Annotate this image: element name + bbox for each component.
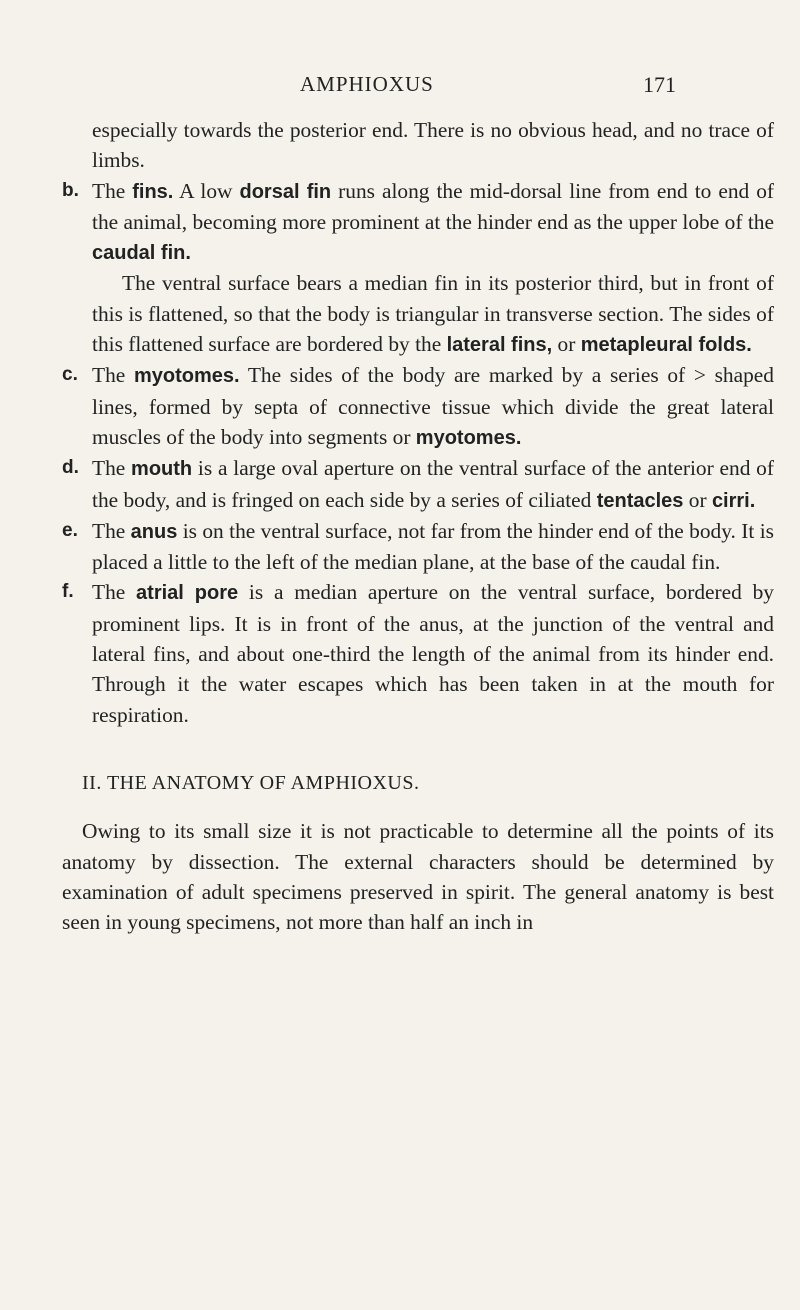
item-letter: d. [62,457,79,479]
list-item [62,176,774,269]
item-text [92,453,774,516]
text-run: A low [173,178,240,203]
bold-term: dorsal fin [239,180,332,203]
text-run: or [552,332,581,357]
text-run: The [92,518,131,543]
page-number: 171 [643,72,676,97]
page-body [62,115,774,937]
text-run: The ventral surface bears a median fin in its posterior third, but in front of this is flattened, so that the body is triangular in transverse section. The sides of this flattened surface are bordered by the [92,271,774,357]
item-letter: c. [62,364,78,386]
list-item [62,577,774,729]
text-run: The [92,456,132,481]
running-title: AMPHIOXUS [300,72,434,96]
bold-term: anus [130,520,178,543]
text-run: runs along the mid-dorsal line from end to end of the animal, becoming more prominent at the hinder end as the upper lobe of the [92,178,775,234]
item-list-c-f [62,360,774,730]
intro-paragraph: especially towards the posterior end. There is no obvious head, and no trace of limbs. [92,118,774,173]
page-header [0,72,800,106]
item-text [92,516,774,578]
list-item [62,516,774,578]
bold-term: tentacles [596,489,684,512]
item-letter: e. [62,519,78,541]
section-heading: II. THE ANATOMY OF AMPHIOXUS. [82,771,420,794]
item-text [92,176,774,269]
text-run: is a median aperture on the ventral surface, bordered by prominent lips. It is in front of the anus, at the junction of the ventral and lateral fins, and about one-third the length of the animal from its hinder end. Through it the water escapes which has been taken in at the mouth for respiration. [92,580,774,727]
text-run: The sides of the body are marked by a series of > shaped lines, formed by septa of connective tissue which divide the great lateral muscles of the body into segments or [92,363,774,449]
bold-term: cirri. [711,489,756,512]
bold-term: lateral fins, [446,334,553,357]
bold-term: caudal fin. [92,242,191,265]
list-item [62,360,774,453]
bold-term: fins. [132,180,174,203]
item-letter: f. [62,581,74,603]
ventral-surface-paragraph [62,268,774,360]
bold-term: myotomes. [133,365,240,388]
text-run: The [92,580,137,605]
text-run: The [92,363,134,388]
item-text [92,360,774,453]
text-run: The [92,178,133,203]
section-paragraph: Owing to its small size it is not practicable to determine all the points of its anatomy by dissection. The external characters should be determined by examination of adult specimens preserved in spirit. The general anatomy is best seen in young specimens, not more than half an inch in [62,819,774,935]
item-letter: b. [62,179,79,201]
bold-term: metapleural folds. [580,334,752,357]
text-run: is on the ventral surface, not far from the hinder end of the body. It is placed a little to the left of the median plane, at the base of the caudal fin. [92,518,774,575]
text-run: is a large oval aperture on the ventral surface of the anterior end of the body, and is fringed on each side by a series of ciliated [92,456,774,512]
bold-term: atrial pore [136,582,239,605]
bold-term: mouth [131,458,193,481]
item-text [92,577,774,729]
item-list-b [62,176,774,269]
list-item [62,453,774,516]
text-run: or [683,487,712,512]
bold-term: myotomes. [415,426,522,449]
